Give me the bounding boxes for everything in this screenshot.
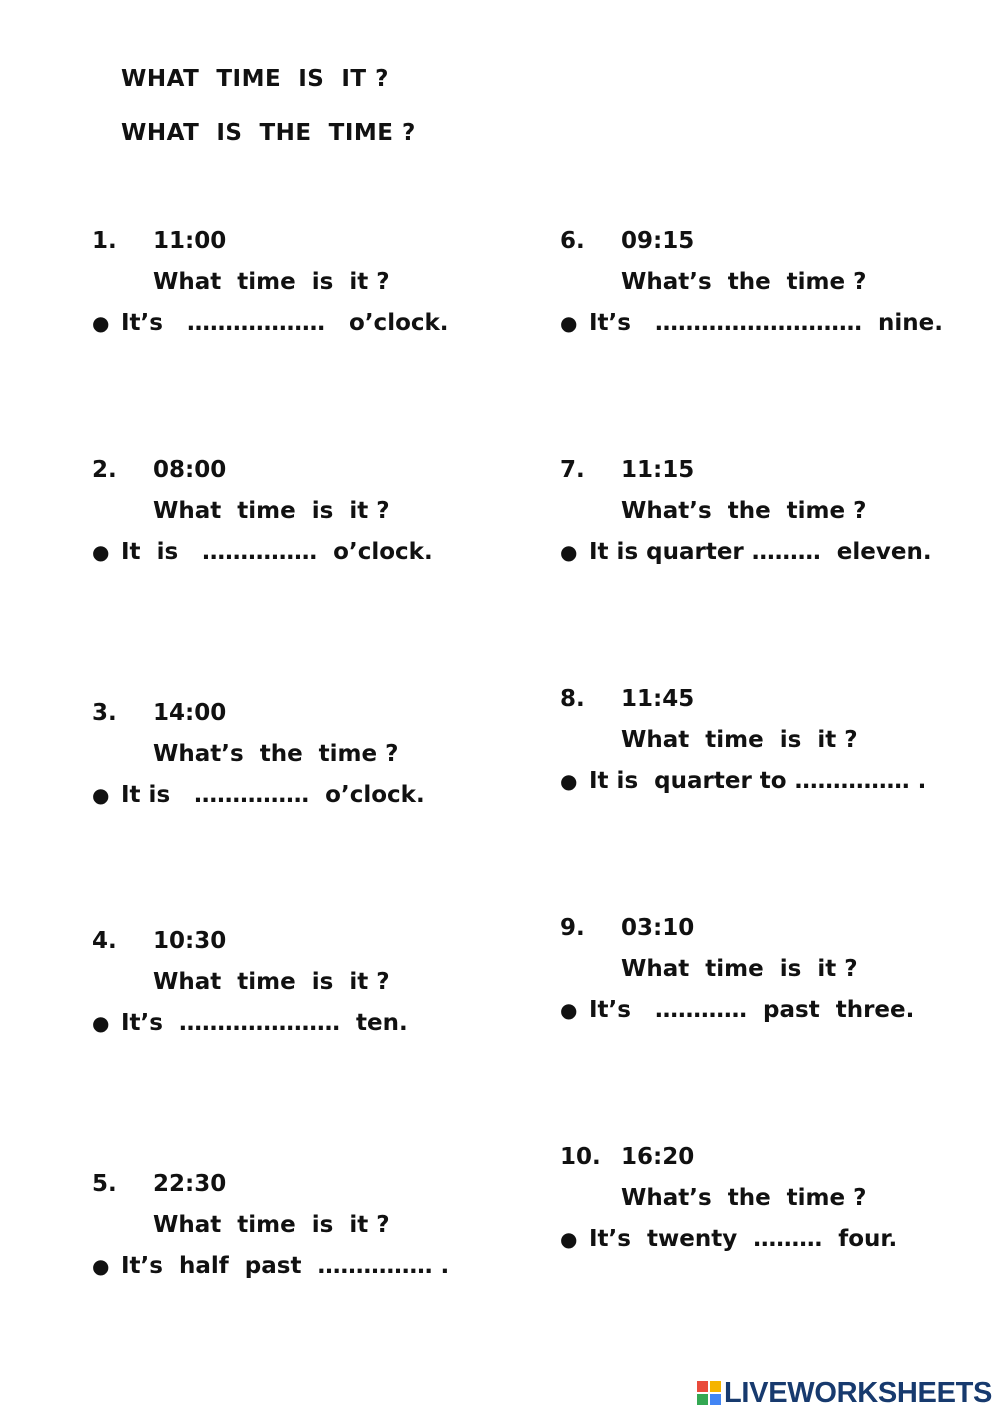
item-number: 4. [92, 928, 117, 954]
logo-square-green [697, 1394, 708, 1405]
item-answer[interactable]: It’s ……………… o’clock. [121, 310, 449, 336]
bullet-icon: ● [92, 1254, 110, 1278]
item-question: What’s the time ? [621, 269, 867, 295]
item-answer-line [92, 1252, 449, 1280]
item-number: 10. [560, 1144, 601, 1170]
bullet-icon: ● [92, 540, 110, 564]
item-answer[interactable]: It’s half past …………… . [121, 1253, 450, 1279]
bullet-icon: ● [560, 1227, 578, 1251]
bullet-icon: ● [560, 769, 578, 793]
item-question: What time is it ? [621, 727, 858, 753]
brand-name: LIVEWORKSHEETS [724, 1376, 993, 1409]
item-time: 09:15 [621, 228, 695, 254]
item-answer[interactable]: It is quarter ……… eleven. [589, 539, 932, 565]
liveworksheets-brand[interactable] [697, 1377, 992, 1409]
bullet-icon: ● [560, 998, 578, 1022]
liveworksheets-logo-icon [697, 1381, 721, 1405]
item-question: What’s the time ? [153, 741, 399, 767]
item-question: What’s the time ? [621, 498, 867, 524]
item-time: 11:45 [621, 686, 695, 712]
item-number: 7. [560, 457, 585, 483]
item-answer-line [560, 309, 943, 337]
item-number: 6. [560, 228, 585, 254]
logo-square-yellow [710, 1381, 721, 1392]
item-time: 10:30 [153, 928, 227, 954]
bullet-icon: ● [560, 311, 578, 335]
bullet-icon: ● [560, 540, 578, 564]
item-answer[interactable]: It’s ………… past three. [589, 997, 915, 1023]
item-answer-line [560, 996, 914, 1024]
item-number: 5. [92, 1171, 117, 1197]
item-question: What time is it ? [153, 1212, 390, 1238]
title-what-is-the-time: WHAT IS THE TIME ? [121, 120, 416, 146]
item-answer-line [560, 1225, 897, 1253]
item-number: 8. [560, 686, 585, 712]
item-time: 11:15 [621, 457, 695, 483]
item-answer-line [560, 767, 926, 795]
item-answer-line [92, 309, 449, 337]
item-question: What time is it ? [153, 498, 390, 524]
item-question: What time is it ? [153, 269, 390, 295]
bullet-icon: ● [92, 1011, 110, 1035]
item-time: 16:20 [621, 1144, 695, 1170]
item-question: What’s the time ? [621, 1185, 867, 1211]
item-time: 22:30 [153, 1171, 227, 1197]
title-what-time-is-it: WHAT TIME IS IT ? [121, 66, 389, 92]
item-answer[interactable]: It’s ………………… ten. [121, 1010, 408, 1036]
item-question: What time is it ? [621, 956, 858, 982]
logo-square-blue [710, 1394, 721, 1405]
item-time: 14:00 [153, 700, 227, 726]
item-question: What time is it ? [153, 969, 390, 995]
item-answer-line [92, 1009, 408, 1037]
item-answer-line [560, 538, 932, 566]
item-answer[interactable]: It’s ……………………… nine. [589, 310, 943, 336]
item-number: 9. [560, 915, 585, 941]
item-answer[interactable]: It is …………… o’clock. [121, 782, 425, 808]
logo-square-red [697, 1381, 708, 1392]
item-answer[interactable]: It’s twenty ……… four. [589, 1226, 898, 1252]
item-answer-line [92, 538, 433, 566]
item-number: 1. [92, 228, 117, 254]
item-number: 3. [92, 700, 117, 726]
bullet-icon: ● [92, 783, 110, 807]
bullet-icon: ● [92, 311, 110, 335]
item-answer[interactable]: It is quarter to …………… . [589, 768, 927, 794]
item-number: 2. [92, 457, 117, 483]
item-answer[interactable]: It is …………… o’clock. [121, 539, 433, 565]
item-answer-line [92, 781, 425, 809]
item-time: 11:00 [153, 228, 227, 254]
item-time: 03:10 [621, 915, 695, 941]
item-time: 08:00 [153, 457, 227, 483]
